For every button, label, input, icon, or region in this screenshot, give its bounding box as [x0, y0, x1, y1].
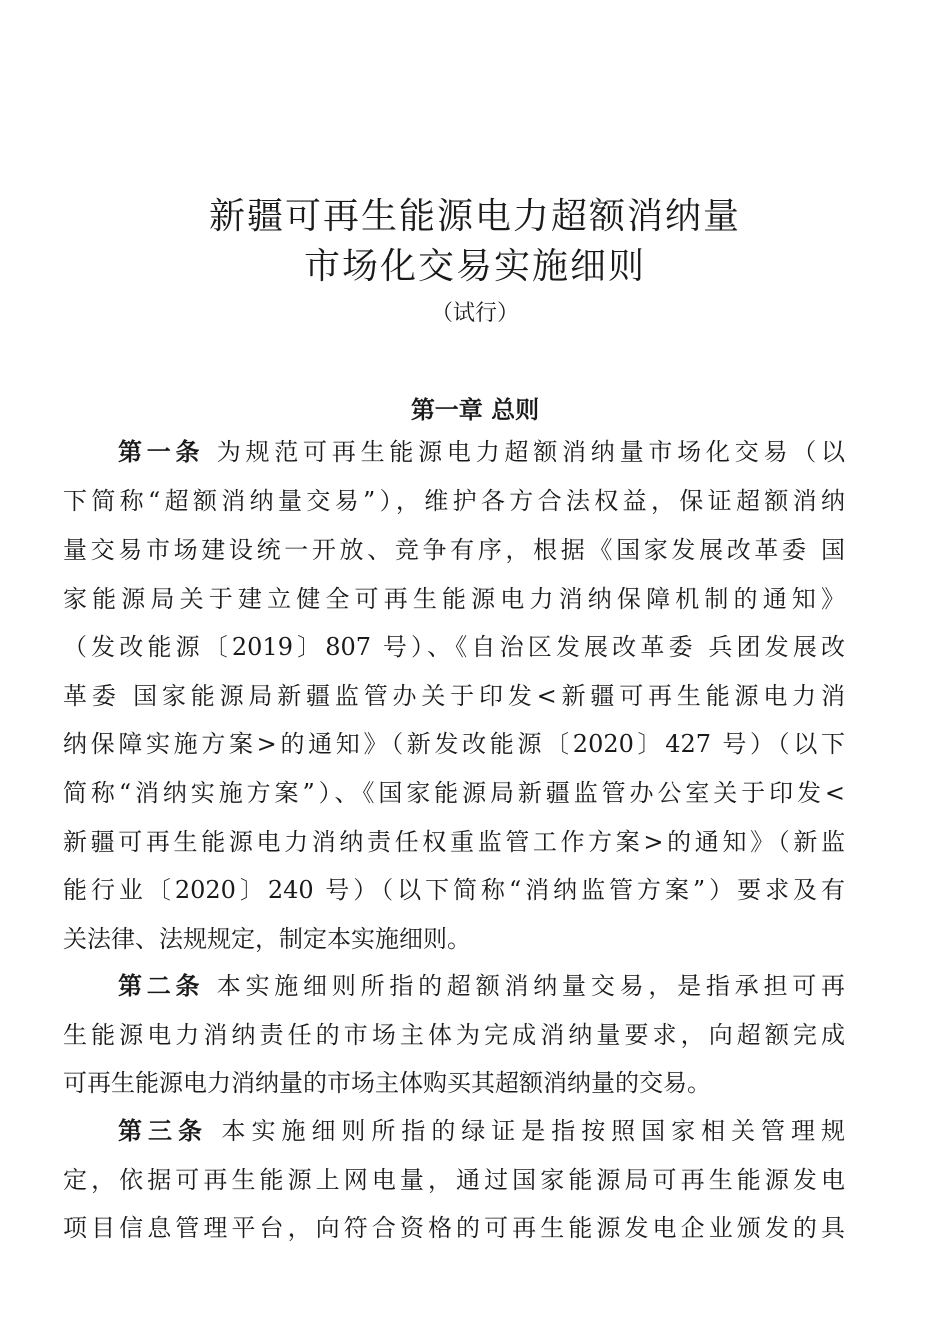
article-3-line-3: 项目信息管理平台，向符合资格的可再生能源发电企业颁发的具: [63, 1214, 845, 1242]
article-2-text-1: 本实施细则所指的超额消纳量交易，是指承担可再: [204, 972, 845, 1000]
article-1-line-1: [118, 437, 845, 467]
article-1-text-1: 为规范可再生能源电力超额消纳量市场化交易（以: [204, 438, 845, 466]
article-1-line-5: （发改能源〔2019〕807 号）、《自治区发展改革委 兵团发展改: [63, 633, 845, 661]
article-2-label: 第二条: [118, 972, 205, 1000]
article-1-line-10: 能行业〔2020〕240 号）（以下简称“消纳监管方案”）要求及有: [63, 876, 845, 904]
article-2-line-1: [118, 971, 845, 1001]
article-1-line-7: 纳保障实施方案>的通知》（新发改能源〔2020〕427 号）（以下: [63, 730, 845, 758]
article-3-line-2: 定，依据可再生能源上网电量，通过国家能源局可再生能源发电: [63, 1166, 845, 1194]
document-title-line-1: 新疆可再生能源电力超额消纳量: [208, 196, 741, 237]
article-1-line-2: 下简称“超额消纳量交易”），维护各方合法权益，保证超额消纳: [63, 487, 845, 515]
article-1-line-8: 简称“消纳实施方案”）、《国家能源局新疆监管办公室关于印发<: [63, 779, 845, 807]
article-1-line-9: 新疆可再生能源电力消纳责任权重监管工作方案>的通知》（新监: [63, 828, 845, 856]
article-1-label: 第一条: [118, 438, 205, 466]
article-1-line-3: 量交易市场建设统一开放、竞争有序，根据《国家发展改革委 国: [63, 536, 845, 564]
article-2-line-3: 可再生能源电力消纳量的市场主体购买其超额消纳量的交易。: [63, 1069, 711, 1097]
article-1-line-4: 家能源局关于建立健全可再生能源电力消纳保障机制的通知》: [63, 585, 845, 613]
article-3-line-1: [118, 1116, 845, 1146]
article-1-line-11: 关法律、法规规定，制定本实施细则。: [63, 925, 471, 953]
document-title-line-2: 市场化交易实施细则: [303, 246, 646, 287]
article-3-label: 第三条: [118, 1117, 208, 1145]
chapter-heading: 第一章 总则: [410, 396, 540, 424]
document-subtitle: （试行）: [430, 301, 519, 326]
article-1-line-6: 革委 国家能源局新疆监管办关于印发<新疆可再生能源电力消: [63, 682, 845, 710]
article-2-line-2: 生能源电力消纳责任的市场主体为完成消纳量要求，向超额完成: [63, 1021, 845, 1049]
article-3-text-1: 本实施细则所指的绿证是指按照国家相关管理规: [207, 1117, 845, 1145]
